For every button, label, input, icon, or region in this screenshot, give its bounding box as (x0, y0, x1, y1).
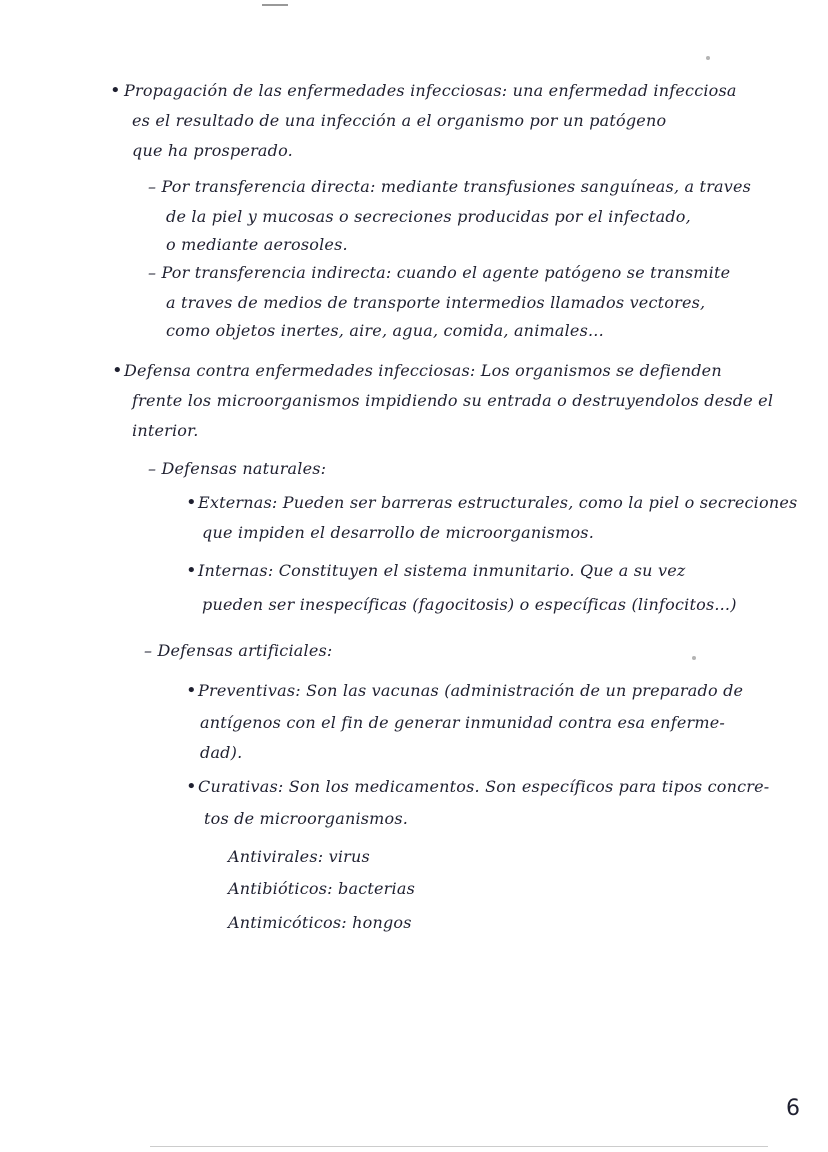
artificiales-heading: – Defensas artificiales: (144, 641, 333, 660)
section1-line2: es el resultado de una infección a el organismo por un patógeno (132, 111, 667, 130)
directa-line1: – Por transferencia directa: mediante transfusiones sanguíneas, a traves (148, 177, 752, 196)
indirecta-line3: como objetos inertes, aire, agua, comida, animales... (166, 321, 604, 340)
section1-line3: que ha prosperado. (132, 141, 293, 160)
indirecta-line2: a traves de medios de transporte intermedios llamados vectores, (166, 293, 706, 312)
bullet-icon: • (186, 492, 197, 513)
externas-line2: que impiden el desarrollo de microorganismos. (202, 523, 594, 542)
section2-line3: interior. (132, 421, 199, 440)
antimicoticos-line: Antimicóticos: hongos (228, 913, 412, 932)
page-number: 6 (786, 1096, 800, 1121)
internas-line1: Internas: Constituyen el sistema inmunitario. Que a su vez (198, 561, 686, 580)
bottom-edge-line (150, 1146, 768, 1147)
paper-speck (692, 656, 696, 660)
curativas-line1: Curativas: Son los medicamentos. Son específicos para tipos concre- (198, 777, 770, 796)
directa-line3: o mediante aerosoles. (166, 235, 348, 254)
antivirales-line: Antivirales: virus (228, 847, 370, 866)
preventivas-line2: antígenos con el fin de generar inmunidad contra esa enferme- (200, 713, 726, 732)
indirecta-line1: – Por transferencia indirecta: cuando el agente patógeno se transmite (148, 263, 731, 282)
top-mark (262, 4, 288, 6)
bullet-icon: • (186, 560, 197, 581)
section2-line1: Defensa contra enfermedades infecciosas: Los organismos se defienden (124, 361, 722, 380)
bullet-icon: • (110, 80, 121, 101)
preventivas-line3: dad). (200, 743, 243, 762)
bullet-icon: • (112, 360, 123, 381)
naturales-heading: – Defensas naturales: (148, 459, 327, 478)
externas-line1: Externas: Pueden ser barreras estructurales, como la piel o secreciones (198, 493, 798, 512)
section2-line2: frente los microorganismos impidiendo su entrada o destruyendolos desde el (132, 391, 774, 410)
preventivas-line1: Preventivas: Son las vacunas (administración de un preparado de (198, 681, 744, 700)
section1-line1: Propagación de las enfermedades infecciosas: una enfermedad infecciosa (124, 81, 737, 100)
directa-line2: de la piel y mucosas o secreciones producidas por el infectado, (166, 207, 691, 226)
antibioticos-line: Antibióticos: bacterias (228, 879, 415, 898)
bullet-icon: • (186, 776, 197, 797)
internas-line2: pueden ser inespecíficas (fagocitosis) o específicas (linfocitos...) (202, 595, 737, 614)
bullet-icon: • (186, 680, 197, 701)
paper-speck (706, 56, 710, 60)
curativas-line2: tos de microorganismos. (204, 809, 409, 828)
